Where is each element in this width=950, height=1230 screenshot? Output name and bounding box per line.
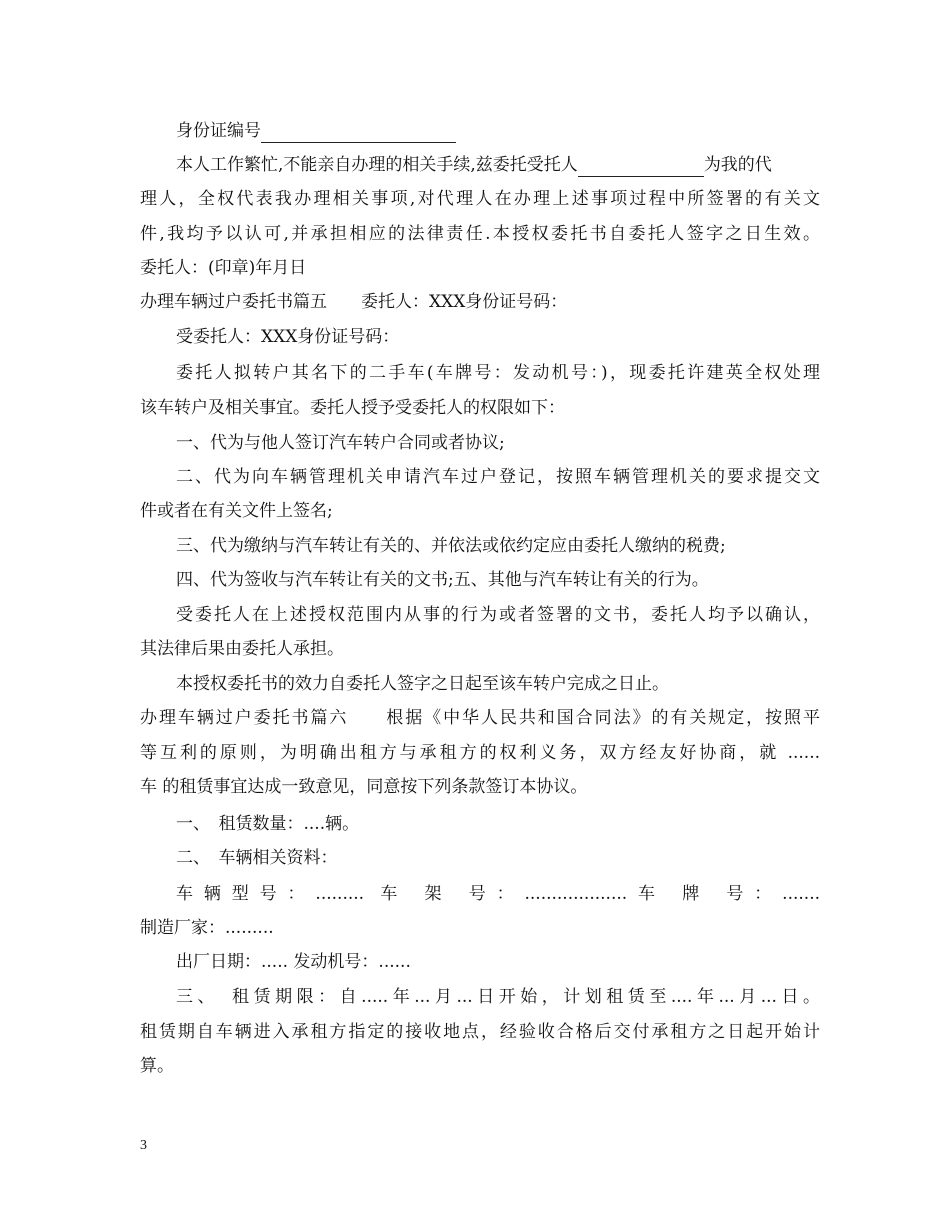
paragraph-line: 受委托人：XXX身份证号码： (176, 327, 400, 347)
paragraph-line (176, 153, 820, 177)
list-item: 三、代为缴纳与汽车转让有关的、并依法或依约定应由委托人缴纳的税费; (176, 536, 726, 556)
paragraph-line: 该车转户及相关事宜。委托人授予受委托人的权限如下： (140, 398, 565, 418)
clause-line: 二、 车辆相关资料： (176, 848, 338, 868)
text-span: 为我的代 (703, 155, 772, 175)
paragraph-line: 其法律后果由委托人承担。 (140, 639, 344, 659)
paragraph-line: 本授权委托书的效力自委托人签字之日起至该车转户完成之日止。 (176, 674, 669, 694)
agent-name-blank (578, 156, 704, 177)
paragraph-line: 等互利的原则，为明确出租方与承租方的权利义务，双方经友好协商，就 ...... (140, 743, 820, 763)
section-heading-6: 办理车辆过户委托书篇六 根据《中华人民共和国合同法》的有关规定，按照平 (140, 708, 820, 728)
paragraph-line: 车 的租赁事宜达成一致意见，同意按下列条款签订本协议。 (140, 777, 588, 797)
id-number-blank (261, 122, 456, 143)
vehicle-info-line: 制造厂家：......... (140, 918, 274, 938)
clause-line: 一、 租赁数量：....辆。 (176, 814, 360, 834)
list-item: 二、代为向车辆管理机关申请汽车过户登记，按照车辆管理机关的要求提交文 (176, 467, 820, 487)
paragraph-line: 件或者在有关文件上签名; (140, 501, 333, 521)
list-item: 四、代为签收与汽车转让有关的文书;五、其他与汽车转让有关的行为。 (176, 570, 709, 590)
paragraph-line: 件,我均予以认可,并承担相应的法律责任.本授权委托书自委托人签字之日生效。 (140, 224, 820, 244)
id-number-label: 身份证编号 (176, 121, 261, 141)
text-span: 本人工作繁忙,不能亲自办理的相关手续,兹委托受托人 (176, 155, 578, 175)
vehicle-info-line: 出厂日期：..... 发动机号：...... (176, 952, 411, 972)
list-item: 一、代为与他人签订汽车转户合同或者协议; (176, 433, 505, 453)
paragraph-line: 理人，全权代表我办理相关事项,对代理人在办理上述事项过程中所签署的有关文 (140, 189, 820, 209)
id-number-line (176, 119, 820, 143)
paragraph-line: 受委托人在上述授权范围内从事的行为或者签署的文书，委托人均予以确认， (176, 605, 820, 625)
clause-line: 三、 租赁期限：自.....年...月...日开始，计划租赁至....年...月...日。 (176, 987, 820, 1007)
section-heading-5: 办理车辆过户委托书篇五 委托人：XXX身份证号码： (140, 292, 568, 312)
paragraph-line: 委托人拟转户其名下的二手车(车牌号：发动机号：)，现委托许建英全权处理 (176, 363, 820, 383)
paragraph-line: 算。 (140, 1056, 174, 1076)
signature-line: 委托人：(印章)年月日 (140, 258, 307, 278)
page-number: 3 (140, 1138, 147, 1153)
vehicle-info-line: 车辆型号：......... 车 架 号：...................车 牌 号：....... (176, 884, 820, 904)
paragraph-line: 租赁期自车辆进入承租方指定的接收地点，经验收合格后交付承租方之日起开始计 (140, 1022, 820, 1042)
